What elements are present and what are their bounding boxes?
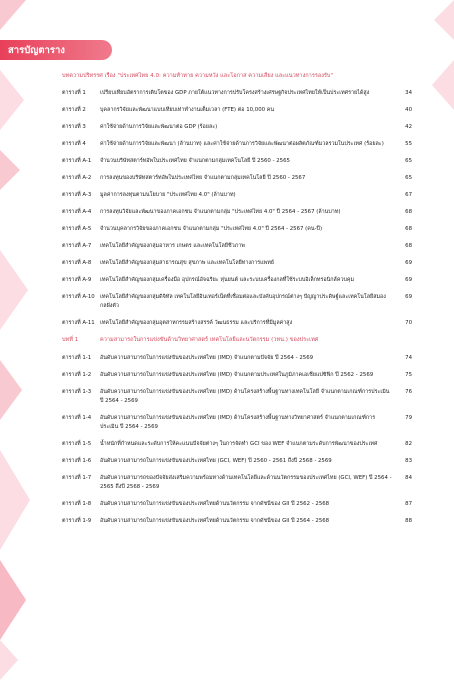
toc-entry-page: 65: [405, 175, 412, 181]
toc-entry-page: 82: [405, 441, 412, 447]
toc-entry-label: ตารางที่ A-1: [62, 158, 92, 164]
toc-entry-label: ตารางที่ A-11: [62, 320, 95, 326]
toc-entry-page: 84: [405, 475, 412, 481]
toc-entry-title: อันดับความสามารถในการแข่งขันของประเทศไทยด้านนวัตกรรม จากดัชนีของ GII ปี 2564 - 2568: [100, 518, 330, 524]
toc-entry[interactable]: [62, 474, 412, 492]
toc-entry-label: ตารางที่ 3: [62, 124, 86, 130]
toc-entry-page: 83: [405, 458, 412, 464]
section-1-list: [62, 89, 412, 328]
toc-entry-title: อันดับความสามารถในการแข่งขันของประเทศไทย (IMD) จำแนกตามประเทศในภูมิภาคเอเชียแปซิฟิก ปี 2562 - 2569: [100, 372, 374, 378]
toc-entry-title: ค่าใช้จ่ายด้านการวิจัยและพัฒนา (ล้านบาท) และค่าใช้จ่ายด้านการวิจัยและพัฒนาต่อผลิตภัณฑ์มวลรวมในประเทศ (ร้อยละ): [100, 141, 384, 147]
toc-entry-page: 55: [405, 141, 412, 147]
toc-entry[interactable]: [62, 517, 412, 526]
toc-entry-page: 74: [405, 355, 412, 361]
toc-entry-label: ตารางที่ 1-8: [62, 501, 92, 507]
toc-entry-title: น้ำหนักที่กำหนดและระดับการให้คะแนนปัจจัยต่างๆ ในการจัดทำ GCI ของ WEF จำแนกตามระดับการพัฒนาของประเทศ: [100, 441, 378, 447]
toc-entry-label: ตารางที่ 1-5: [62, 441, 92, 447]
toc-entry-page: 87: [405, 501, 412, 507]
toc-entry-title: เทคโนโลยีสำคัญของกลุ่มอุตสาหกรรมสร้างสรรค์ วัฒนธรรม และบริการที่มีมูลค่าสูง: [100, 320, 293, 326]
section-heading: [62, 336, 412, 345]
toc-entry[interactable]: [62, 208, 412, 217]
toc-entry-title: อันดับความสามารถในการแข่งขันของประเทศไทย (IMD) จำแนกตามปัจจัย ปี 2564 - 2569: [100, 355, 314, 361]
toc-entry[interactable]: [62, 354, 412, 363]
toc-entry[interactable]: [62, 225, 412, 234]
toc-entry-label: ตารางที่ A-3: [62, 192, 92, 198]
toc-entry-title: เทคโนโลยีสำคัญของกลุ่มอาหาร เกษตร และเทคโนโลยีชีวภาพ: [100, 243, 245, 249]
triangle-pattern-right: [424, 0, 454, 120]
toc-entry-page: 75: [405, 372, 412, 378]
toc-entry-title: การลงทุนของบริษัทสตาร์ทอัพในประเทศไทย จำแนกตามกลุ่มเทคโนโลยี ปี 2560 - 2567: [100, 175, 306, 181]
toc-entry-label: ตารางที่ 1-7: [62, 475, 92, 481]
toc-entry[interactable]: [62, 191, 412, 200]
toc-entry-page: 68: [405, 226, 412, 232]
toc-entry-title: เทคโนโลยีสำคัญของกลุ่มดิจิทัล เทคโนโลยีอินเทอร์เน็ตที่เชื่อมต่อและบังคับอุปกรณ์ต่างๆ ปัญญาประดิษฐ์และเทคโนโลยีสมองกลฝังตัว: [100, 294, 386, 309]
toc-entry-page: 88: [405, 518, 412, 524]
page-title: สารบัญตาราง: [8, 45, 65, 56]
toc-entry[interactable]: [62, 293, 412, 311]
toc-entry-label: ตารางที่ 1-2: [62, 372, 92, 378]
toc-entry-page: 68: [405, 209, 412, 215]
toc-entry-label: ตารางที่ A-5: [62, 226, 92, 232]
chapter-label: บทที่ 1: [62, 337, 79, 343]
toc-entry-page: 70: [405, 320, 412, 326]
toc-entry-label: ตารางที่ 1-6: [62, 458, 92, 464]
toc-entry-page: 34: [405, 90, 412, 96]
toc-entry[interactable]: [62, 242, 412, 251]
toc-entry-title: เทคโนโลยีสำคัญของกลุ่มสาธารณสุข สุขภาพ และเทคโนโลยีทางการแพทย์: [100, 260, 274, 266]
toc-entry[interactable]: [62, 371, 412, 380]
toc-entry[interactable]: [62, 140, 412, 149]
toc-entry-label: ตารางที่ 2: [62, 107, 86, 113]
toc-entry-page: 40: [405, 107, 412, 113]
table-of-contents: [62, 72, 412, 534]
toc-entry-label: ตารางที่ A-4: [62, 209, 92, 215]
toc-entry-page: 67: [405, 192, 412, 198]
toc-entry-title: เปรียบเทียบอัตราการเติบโตของ GDP ภายใต้แนวทางการปรับโครงสร้างเศรษฐกิจประเทศไทยให้เป็นประเทศรายได้สูง: [100, 90, 370, 96]
toc-entry[interactable]: [62, 89, 412, 98]
toc-entry-page: 79: [405, 415, 412, 421]
toc-entry[interactable]: [62, 174, 412, 183]
toc-entry-page: 42: [405, 124, 412, 130]
toc-entry-page: 69: [405, 260, 412, 266]
toc-entry[interactable]: [62, 457, 412, 466]
toc-entry-label: ตารางที่ 1-1: [62, 355, 92, 361]
toc-entry-label: ตารางที่ A-2: [62, 175, 92, 181]
toc-entry[interactable]: [62, 440, 412, 449]
toc-entry-title: เทคโนโลยีสำคัญของกลุ่มเครื่องมือ อุปกรณ์อัจฉริยะ หุ่นยนต์ และระบบเครื่องกลที่ใช้ระบบอิเล็กทรอนิกส์ควบคุม: [100, 277, 355, 283]
toc-entry[interactable]: [62, 388, 412, 406]
toc-entry-page: 69: [405, 294, 412, 300]
toc-entry-label: ตารางที่ 1-9: [62, 518, 92, 524]
toc-entry-label: ตารางที่ A-9: [62, 277, 92, 283]
toc-entry[interactable]: [62, 259, 412, 268]
section-2-list: [62, 354, 412, 526]
triangle-pattern-left: [0, 0, 40, 680]
toc-entry-title: อันดับความสามารถในการแข่งขันของประเทศไทยด้านนวัตกรรม จากดัชนีของ GII ปี 2562 - 2568: [100, 501, 330, 507]
toc-entry-title: อันดับความสามารถในการแข่งขันของประเทศไทย (IMD) ด้านโครงสร้างพื้นฐานทางเทคโนโลยี จำแนกตามเกณฑ์การประเมิน ปี 2564 - 2569: [100, 389, 390, 404]
toc-entry-label: ตารางที่ A-10: [62, 294, 95, 300]
toc-entry-label: ตารางที่ 1-4: [62, 415, 92, 421]
toc-entry-page: 69: [405, 277, 412, 283]
toc-entry-page: 65: [405, 158, 412, 164]
toc-entry[interactable]: [62, 500, 412, 509]
chapter-title: ความสามารถในการแข่งขันด้านวิทยาศาสตร์ เทคโนโลยีและนวัตกรรม (วทน.) ของประเทศ: [100, 337, 319, 343]
toc-entry-label: ตารางที่ A-7: [62, 243, 92, 249]
toc-entry[interactable]: [62, 319, 412, 328]
toc-entry[interactable]: [62, 276, 412, 285]
toc-entry-label: ตารางที่ A-8: [62, 260, 92, 266]
toc-entry-title: อันดับความสามารถของปัจจัยส่งเสริมความพร้อมทางด้านเทคโนโลยีและด้านนวัตกรรมของประเทศไทย (GCI, WEF) ปี 2564 - 2565 ถึงปี 2568 - 2569: [100, 475, 392, 490]
toc-entry-label: ตารางที่ 1: [62, 90, 86, 96]
toc-entry-title: จำนวนบุคลากรวิจัยของภาคเอกชน จำแนกตามกลุ่ม "ประเทศไทย 4.0" ปี 2564 - 2567 (คน-ปี): [100, 226, 323, 232]
toc-entry-page: 68: [405, 243, 412, 249]
toc-entry-label: ตารางที่ 4: [62, 141, 86, 147]
toc-entry-title: บุคลากรวิจัยและพัฒนาแบบเทียบเท่าทำงานเต็มเวลา (FTE) ต่อ 10,000 คน: [100, 107, 275, 113]
toc-entry-title: อันดับความสามารถในการแข่งขันของประเทศไทย (IMD) ด้านโครงสร้างพื้นฐานทางวิทยาศาสตร์ จำแนกตามเกณฑ์การประเมิน ปี 2564 - 2569: [100, 415, 376, 430]
toc-entry-title: อันดับความสามารถในการแข่งขันของประเทศไทย (GCI, WEF) ปี 2560 - 2561 ถึงปี 2568 - 2569: [100, 458, 332, 464]
section-title: บทความปริทรรศ เรื่อง "ประเทศไทย 4.0: ความท้าทาย ความหวัง และโอกาส ความเสี่ยง และแนวทางการรองรับ": [62, 73, 334, 79]
toc-entry[interactable]: [62, 123, 412, 132]
toc-entry-title: การลงทุนวิจัยและพัฒนาของภาคเอกชน จำแนกตามกลุ่ม "ประเทศไทย 4.0" ปี 2564 - 2567 (ล้านบาท): [100, 209, 341, 215]
toc-entry[interactable]: [62, 106, 412, 115]
toc-entry-title: มูลค่าการลงทุนตามนโยบาย "ประเทศไทย 4.0" (ล้านบาท): [100, 192, 236, 198]
toc-entry[interactable]: [62, 414, 412, 432]
toc-entry-page: 76: [405, 389, 412, 395]
toc-entry[interactable]: [62, 157, 412, 166]
toc-entry-title: จำนวนบริษัทสตาร์ทอัพในประเทศไทย จำแนกตามกลุ่มเทคโนโลยี ปี 2560 - 2565: [100, 158, 290, 164]
toc-entry-label: ตารางที่ 1-3: [62, 389, 92, 395]
toc-entry-title: ค่าใช้จ่ายด้านการวิจัยและพัฒนาต่อ GDP (ร้อยละ): [100, 124, 218, 130]
